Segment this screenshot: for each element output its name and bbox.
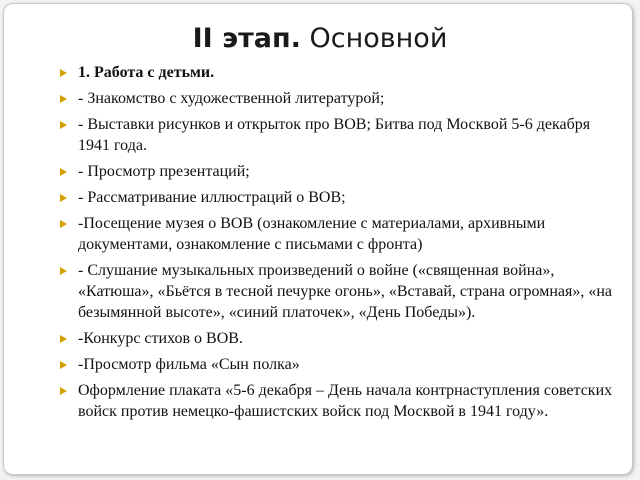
- list-item: [58, 62, 618, 83]
- title-bold: II этап.: [192, 23, 301, 54]
- list-item: [58, 354, 618, 375]
- triangle-bullet-icon: [60, 69, 67, 77]
- triangle-bullet-icon: [60, 361, 67, 369]
- list-item: [58, 213, 618, 255]
- triangle-bullet-icon: [60, 267, 67, 275]
- list-item-text: - Просмотр презентаций;: [78, 163, 250, 180]
- list-item-text: -Конкурс стихов о ВОВ.: [78, 330, 243, 347]
- list-item-text: - Знакомство с художественной литературой;: [78, 90, 385, 107]
- list-item-text: - Выставки рисунков и открыток про ВОВ; Битва под Москвой 5-6 декабря 1941 года.: [78, 116, 591, 154]
- bullet-list: [58, 62, 618, 427]
- triangle-bullet-icon: [60, 194, 67, 202]
- list-item: [58, 328, 618, 349]
- list-item-text: - Рассматривание иллюстраций о ВОВ;: [78, 189, 346, 206]
- list-item-text: 1. Работа с детьми.: [78, 64, 215, 81]
- title-normal: Основной: [300, 23, 448, 54]
- triangle-bullet-icon: [60, 168, 67, 176]
- list-item-text: Оформление плаката «5-6 декабря – День начала контрнаступления советских войск против немецко-фашистских войск под Москвой в 1941 году».: [78, 382, 613, 420]
- list-item: [58, 161, 618, 182]
- triangle-bullet-icon: [60, 95, 67, 103]
- triangle-bullet-icon: [60, 387, 67, 395]
- list-item: [58, 380, 618, 422]
- list-item-text: - Слушание музыкальных произведений о войне («священная война», «Катюша», «Бьётся в тесной печурке огонь», «Вставай, страна огромная», «на безымянной высоте», «синий платочек», «День Победы»).: [78, 262, 613, 321]
- list-item: [58, 187, 618, 208]
- slide-title: [0, 22, 640, 56]
- list-item: [58, 114, 618, 156]
- triangle-bullet-icon: [60, 220, 67, 228]
- list-item-text: -Просмотр фильма «Сын полка»: [78, 356, 300, 373]
- list-item: [58, 260, 618, 323]
- triangle-bullet-icon: [60, 335, 67, 343]
- list-item: [58, 88, 618, 109]
- list-item-text: -Посещение музея о ВОВ (ознакомление с материалами, архивными документами, ознакомление с письмами с фронта): [78, 215, 546, 253]
- triangle-bullet-icon: [60, 121, 67, 129]
